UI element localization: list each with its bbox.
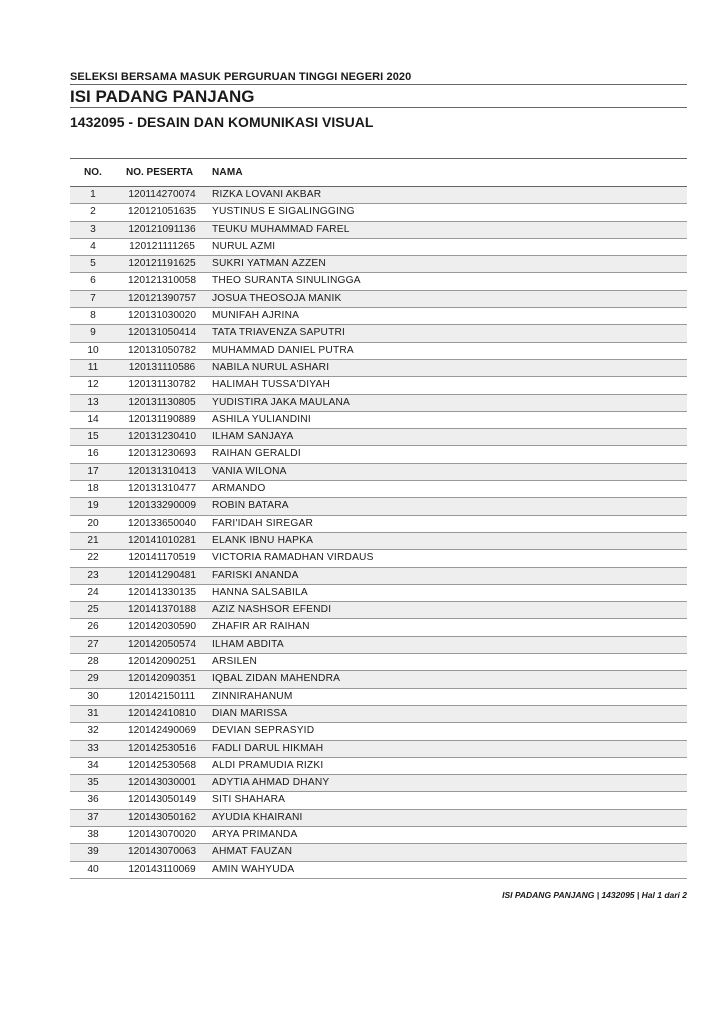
participant-number: 120114270074 [128, 189, 196, 200]
row-number: 27 [87, 638, 99, 650]
participant-number: 120131230693 [128, 448, 196, 460]
table-row [70, 533, 687, 550]
participant-name: SUKRI YATMAN AZZEN [212, 258, 326, 270]
participant-name: ILHAM SANJAYA [212, 431, 294, 443]
participant-number: 120142090351 [128, 673, 196, 685]
participant-name: RIZKA LOVANI AKBAR [212, 189, 322, 200]
table-row [70, 222, 687, 239]
row-number: 15 [87, 431, 99, 443]
participant-number: 120131130782 [128, 379, 196, 391]
participant-number: 120131050782 [128, 344, 196, 356]
participant-number: 120121111265 [129, 240, 195, 252]
participant-name: ZINNIRAHANUM [212, 690, 293, 702]
column-header-no: NO. [84, 167, 102, 178]
participant-name: RAIHAN GERALDI [212, 448, 301, 460]
row-number: 4 [90, 240, 96, 252]
row-number: 31 [87, 707, 99, 719]
row-number: 20 [87, 517, 99, 529]
participant-name: JOSUA THEOSOJA MANIK [212, 292, 342, 304]
participant-name: AZIZ NASHSOR EFENDI [212, 604, 332, 616]
participant-name: AYUDIA KHAIRANI [212, 811, 303, 823]
row-number: 21 [87, 534, 99, 546]
table-row [70, 827, 687, 844]
table-row [70, 671, 687, 688]
row-number: 13 [87, 396, 99, 408]
participant-number: 120141170519 [128, 552, 196, 564]
participant-name: FARISKI ANANDA [212, 569, 299, 581]
participant-name: ROBIN BATARA [212, 500, 289, 512]
row-number: 30 [87, 690, 99, 702]
table-row [70, 412, 687, 429]
row-number: 9 [90, 327, 96, 339]
table-row [70, 291, 687, 308]
header-divider [70, 107, 687, 108]
participant-name: HANNA SALSABILA [212, 586, 308, 598]
column-header-name: NAMA [212, 167, 243, 178]
row-number: 14 [87, 413, 99, 425]
table-row [70, 602, 687, 619]
row-number: 35 [87, 777, 99, 789]
row-number: 18 [87, 483, 99, 495]
column-header-participant-number: NO. PESERTA [126, 167, 194, 178]
participant-number: 120121051635 [128, 206, 196, 218]
table-row [70, 239, 687, 256]
participant-name: ARMANDO [212, 483, 266, 495]
page-footer: ISI PADANG PANJANG | 1432095 | Hal 1 dari 2 [502, 890, 687, 900]
row-number: 36 [87, 794, 99, 806]
row-number: 8 [90, 310, 96, 322]
participant-name: DIAN MARISSA [212, 707, 288, 719]
participant-number: 120121191625 [128, 258, 196, 270]
row-number: 28 [87, 656, 99, 668]
participant-number: 120141290481 [128, 569, 196, 581]
document-page [70, 70, 687, 879]
table-row [70, 187, 687, 204]
row-number: 12 [87, 379, 99, 391]
participant-name: DEVIAN SEPRASYID [212, 725, 315, 737]
participant-number: 120131030020 [128, 310, 196, 322]
table-row [70, 792, 687, 809]
row-number: 40 [87, 863, 99, 875]
table-row [70, 862, 687, 879]
participant-number: 120142530568 [128, 759, 196, 771]
participant-number: 120143030001 [128, 777, 196, 789]
table-row [70, 446, 687, 463]
participant-number: 120131310413 [128, 465, 196, 477]
participant-name: TEUKU MUHAMMAD FAREL [212, 223, 350, 235]
table-row [70, 273, 687, 290]
row-number: 5 [90, 258, 96, 270]
row-number: 11 [87, 361, 99, 373]
participant-name: NURUL AZMI [212, 240, 276, 252]
participant-number: 120131110586 [128, 361, 196, 373]
program-title: 1432095 - DESAIN DAN KOMUNIKASI VISUAL [70, 114, 374, 130]
institution-title: ISI PADANG PANJANG [70, 87, 255, 106]
table-row [70, 585, 687, 602]
participant-number: 120131050414 [128, 327, 196, 339]
row-number: 29 [87, 673, 99, 685]
table-row [70, 325, 687, 342]
participant-name: THEO SURANTA SINULINGGA [212, 275, 361, 287]
header-divider [70, 84, 687, 85]
participant-name: YUDISTIRA JAKA MAULANA [212, 396, 351, 408]
row-number: 38 [87, 828, 99, 840]
table-row [70, 516, 687, 533]
participant-name: ASHILA YULIANDINI [212, 413, 311, 425]
participant-number: 120142050574 [128, 638, 196, 650]
participant-number: 120143070063 [128, 846, 196, 858]
participant-name: FARI'IDAH SIREGAR [212, 517, 314, 529]
row-number: 6 [90, 275, 96, 287]
participant-number: 120142150111 [128, 690, 196, 702]
participant-name: AMIN WAHYUDA [212, 863, 295, 875]
participant-name: VICTORIA RAMADHAN VIRDAUS [212, 552, 374, 564]
participant-number: 120131310477 [128, 483, 196, 495]
participant-name: FADLI DARUL HIKMAH [212, 742, 324, 754]
participant-name: IQBAL ZIDAN MAHENDRA [212, 673, 341, 685]
participant-number: 120121091136 [128, 223, 196, 235]
table-row [70, 568, 687, 585]
table-row [70, 360, 687, 377]
participant-name: ALDI PRAMUDIA RIZKI [212, 759, 324, 771]
table-row [70, 429, 687, 446]
row-number: 33 [87, 742, 99, 754]
table-header [70, 158, 687, 187]
row-number: 25 [87, 604, 99, 616]
row-number: 22 [87, 552, 99, 564]
table-row [70, 395, 687, 412]
table-row [70, 758, 687, 775]
table-body [70, 187, 687, 879]
participant-number: 120141330135 [128, 586, 196, 598]
participant-number: 120141010281 [128, 534, 196, 546]
participant-number: 120133290009 [128, 500, 196, 512]
row-number: 32 [87, 725, 99, 737]
participant-name: VANIA WILONA [212, 465, 287, 477]
participant-name: YUSTINUS E SIGALINGGING [212, 206, 355, 218]
row-number: 3 [90, 223, 96, 235]
participant-number: 120131130805 [128, 396, 196, 408]
participant-table [70, 158, 687, 879]
participant-number: 120131230410 [128, 431, 196, 443]
row-number: 39 [87, 846, 99, 858]
table-row [70, 810, 687, 827]
row-number: 16 [87, 448, 99, 460]
table-row [70, 464, 687, 481]
table-row [70, 741, 687, 758]
row-number: 26 [87, 621, 99, 633]
participant-number: 120142090251 [128, 656, 196, 668]
row-number: 34 [87, 759, 99, 771]
row-number: 7 [90, 292, 96, 304]
table-row [70, 689, 687, 706]
row-number: 24 [87, 586, 99, 598]
participant-name: ARSILEN [212, 656, 257, 668]
table-row [70, 343, 687, 360]
participant-name: HALIMAH TUSSA'DIYAH [212, 379, 331, 391]
table-row [70, 308, 687, 325]
participant-number: 120142530516 [128, 742, 196, 754]
row-number: 10 [87, 344, 99, 356]
selection-title: SELEKSI BERSAMA MASUK PERGURUAN TINGGI NEGERI 2020 [70, 71, 412, 83]
table-row [70, 498, 687, 515]
participant-name: SITI SHAHARA [212, 794, 286, 806]
participant-name: TATA TRIAVENZA SAPUTRI [212, 327, 346, 339]
table-row [70, 550, 687, 567]
participant-name: ARYA PRIMANDA [212, 828, 298, 840]
participant-name: ELANK IBNU HAPKA [212, 534, 314, 546]
participant-number: 120142490069 [128, 725, 196, 737]
participant-number: 120142030590 [128, 621, 196, 633]
participant-name: ILHAM ABDITA [212, 638, 284, 650]
table-row [70, 775, 687, 792]
table-row [70, 619, 687, 636]
participant-name: ADYTIA AHMAD DHANY [212, 777, 330, 789]
row-number: 17 [87, 465, 99, 477]
participant-number: 120121390757 [128, 292, 196, 304]
participant-name: AHMAT FAUZAN [212, 846, 293, 858]
table-row [70, 481, 687, 498]
participant-number: 120143050149 [128, 794, 196, 806]
participant-number: 120142410810 [128, 707, 196, 719]
table-row [70, 256, 687, 273]
row-number: 2 [90, 206, 96, 218]
participant-number: 120143050162 [128, 811, 196, 823]
table-row [70, 654, 687, 671]
participant-number: 120143110069 [128, 863, 196, 875]
table-row [70, 637, 687, 654]
row-number: 1 [90, 189, 96, 200]
table-row [70, 377, 687, 394]
row-number: 23 [87, 569, 99, 581]
participant-number: 120121310058 [128, 275, 196, 287]
row-number: 37 [87, 811, 99, 823]
table-row [70, 706, 687, 723]
row-number: 19 [87, 500, 99, 512]
table-row [70, 844, 687, 861]
participant-number: 120131190889 [128, 413, 196, 425]
participant-name: NABILA NURUL ASHARI [212, 361, 330, 373]
participant-number: 120133650040 [128, 517, 196, 529]
table-row [70, 204, 687, 221]
participant-name: MUHAMMAD DANIEL PUTRA [212, 344, 354, 356]
participant-number: 120143070020 [128, 828, 196, 840]
participant-name: MUNIFAH AJRINA [212, 310, 300, 322]
table-row [70, 723, 687, 740]
participant-name: ZHAFIR AR RAIHAN [212, 621, 310, 633]
participant-number: 120141370188 [128, 604, 196, 616]
